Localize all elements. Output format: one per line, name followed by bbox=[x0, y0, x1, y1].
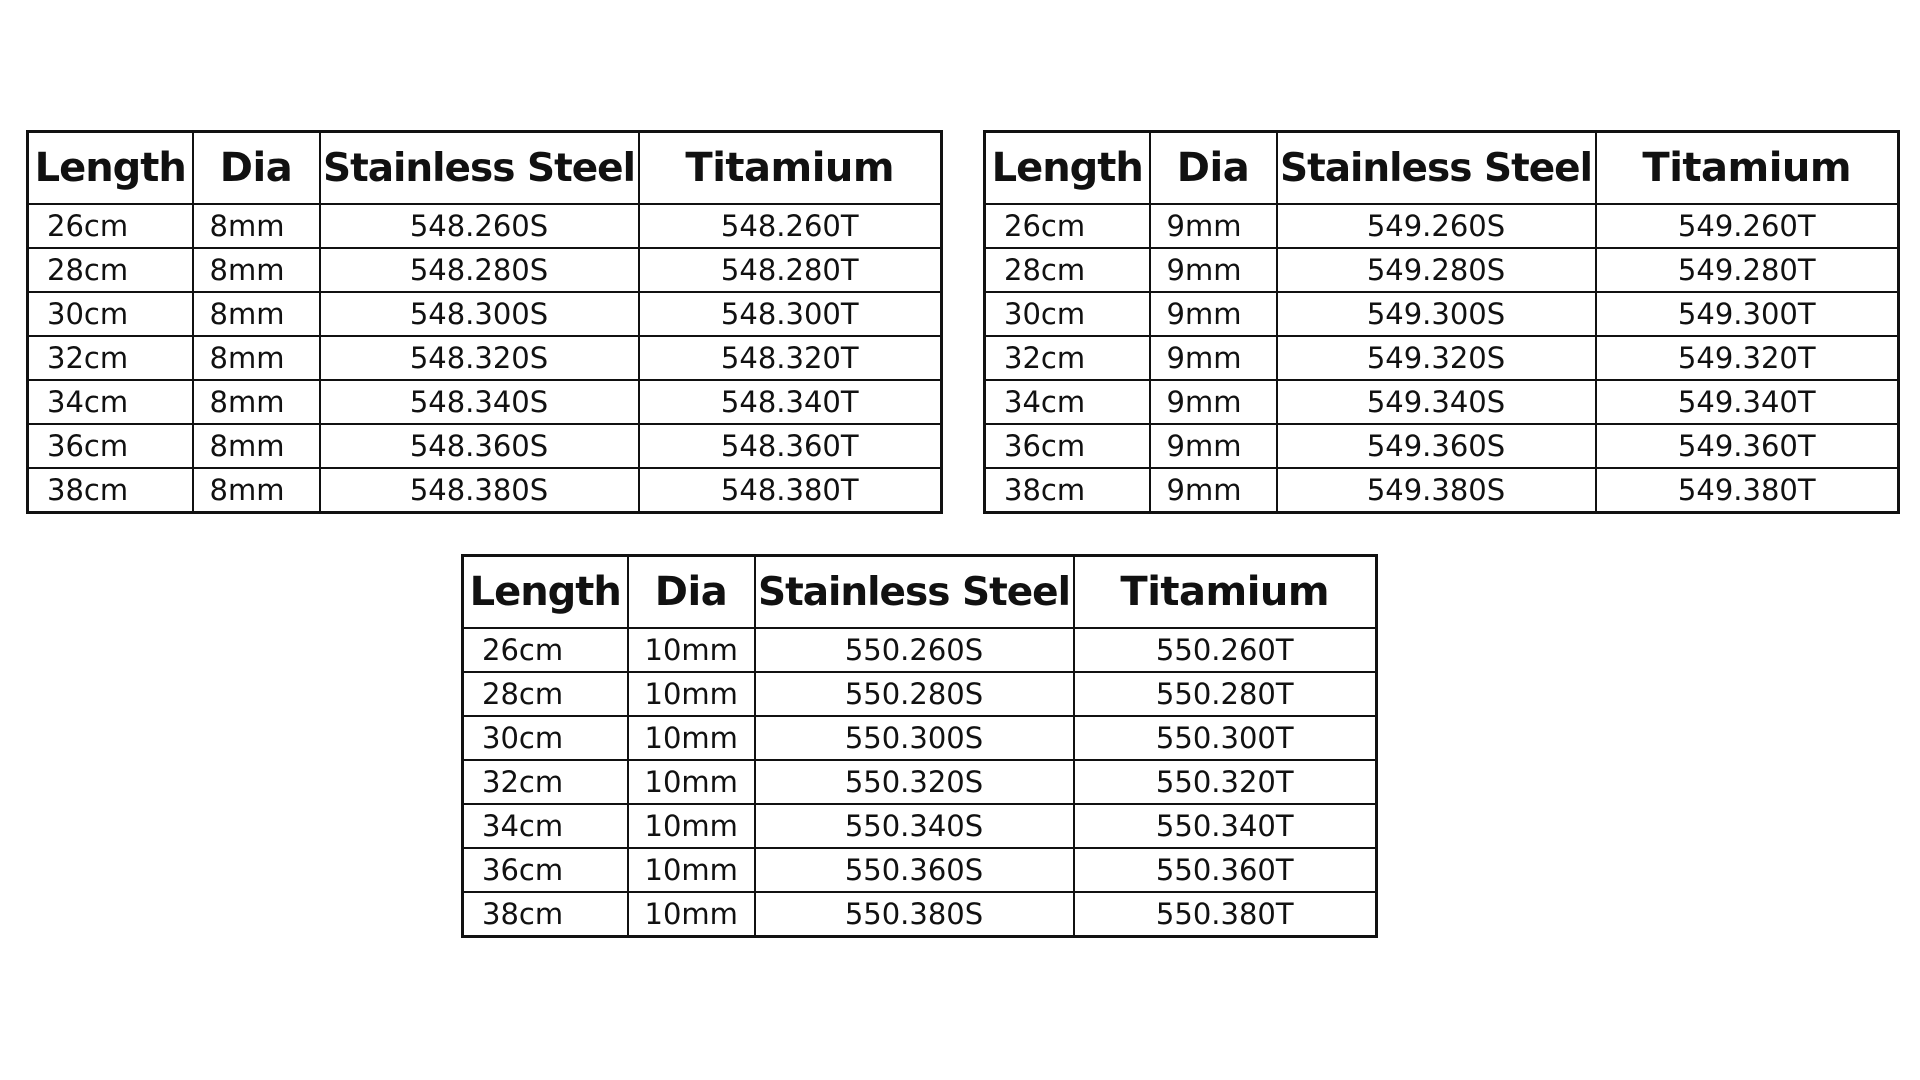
cell-dia: 8mm bbox=[193, 336, 320, 380]
cell-length: 26cm bbox=[463, 628, 628, 672]
cell-dia: 10mm bbox=[628, 804, 755, 848]
cell-length: 32cm bbox=[463, 760, 628, 804]
cell-titamium: 549.300T bbox=[1596, 292, 1899, 336]
cell-dia: 9mm bbox=[1150, 204, 1277, 248]
cell-length: 28cm bbox=[463, 672, 628, 716]
cell-dia: 9mm bbox=[1150, 380, 1277, 424]
table-row bbox=[463, 804, 1377, 848]
header-dia: Dia bbox=[193, 132, 320, 205]
cell-stainless-steel: 549.320S bbox=[1277, 336, 1596, 380]
cell-dia: 8mm bbox=[193, 424, 320, 468]
cell-stainless-steel: 548.360S bbox=[320, 424, 639, 468]
cell-dia: 8mm bbox=[193, 204, 320, 248]
cell-stainless-steel: 550.320S bbox=[755, 760, 1074, 804]
cell-length: 30cm bbox=[28, 292, 193, 336]
cell-stainless-steel: 550.360S bbox=[755, 848, 1074, 892]
cell-length: 38cm bbox=[985, 468, 1150, 513]
cell-titamium: 550.320T bbox=[1074, 760, 1377, 804]
cell-dia: 10mm bbox=[628, 760, 755, 804]
cell-titamium: 549.320T bbox=[1596, 336, 1899, 380]
table-row bbox=[28, 424, 942, 468]
cell-stainless-steel: 548.380S bbox=[320, 468, 639, 513]
cell-titamium: 549.380T bbox=[1596, 468, 1899, 513]
cell-titamium: 550.260T bbox=[1074, 628, 1377, 672]
header-titamium: Titamium bbox=[1596, 132, 1899, 205]
cell-length: 26cm bbox=[985, 204, 1150, 248]
cell-titamium: 548.300T bbox=[639, 292, 942, 336]
table-row bbox=[28, 248, 942, 292]
cell-length: 30cm bbox=[463, 716, 628, 760]
cell-length: 36cm bbox=[463, 848, 628, 892]
cell-titamium: 550.380T bbox=[1074, 892, 1377, 937]
cell-length: 32cm bbox=[28, 336, 193, 380]
header-titamium: Titamium bbox=[639, 132, 942, 205]
cell-length: 38cm bbox=[28, 468, 193, 513]
table-header-row bbox=[985, 132, 1899, 205]
cell-stainless-steel: 548.260S bbox=[320, 204, 639, 248]
header-stainless-steel: Stainless Steel bbox=[1277, 132, 1596, 205]
cell-stainless-steel: 550.260S bbox=[755, 628, 1074, 672]
header-stainless-steel: Stainless Steel bbox=[320, 132, 639, 205]
cell-dia: 9mm bbox=[1150, 424, 1277, 468]
cell-stainless-steel: 548.280S bbox=[320, 248, 639, 292]
cell-titamium: 550.340T bbox=[1074, 804, 1377, 848]
table-row bbox=[28, 468, 942, 513]
cell-stainless-steel: 550.280S bbox=[755, 672, 1074, 716]
cell-stainless-steel: 550.340S bbox=[755, 804, 1074, 848]
cell-dia: 9mm bbox=[1150, 336, 1277, 380]
table-row bbox=[28, 292, 942, 336]
table-row bbox=[985, 248, 1899, 292]
cell-titamium: 548.260T bbox=[639, 204, 942, 248]
cell-stainless-steel: 549.300S bbox=[1277, 292, 1596, 336]
header-stainless-steel: Stainless Steel bbox=[755, 556, 1074, 629]
cell-stainless-steel: 549.340S bbox=[1277, 380, 1596, 424]
table-header-row bbox=[463, 556, 1377, 629]
cell-length: 34cm bbox=[985, 380, 1150, 424]
cell-titamium: 548.380T bbox=[639, 468, 942, 513]
cell-stainless-steel: 549.380S bbox=[1277, 468, 1596, 513]
cell-stainless-steel: 549.260S bbox=[1277, 204, 1596, 248]
table-row bbox=[985, 336, 1899, 380]
cell-length: 34cm bbox=[28, 380, 193, 424]
table-row bbox=[463, 760, 1377, 804]
spec-table-8mm bbox=[26, 130, 943, 514]
cell-titamium: 548.340T bbox=[639, 380, 942, 424]
table-row bbox=[28, 204, 942, 248]
cell-titamium: 548.320T bbox=[639, 336, 942, 380]
table-row bbox=[985, 204, 1899, 248]
cell-length: 28cm bbox=[28, 248, 193, 292]
header-length: Length bbox=[28, 132, 193, 205]
table-row bbox=[985, 424, 1899, 468]
header-length: Length bbox=[463, 556, 628, 629]
table-row bbox=[28, 380, 942, 424]
cell-titamium: 548.280T bbox=[639, 248, 942, 292]
cell-dia: 8mm bbox=[193, 468, 320, 513]
cell-dia: 8mm bbox=[193, 292, 320, 336]
cell-titamium: 550.360T bbox=[1074, 848, 1377, 892]
table-row bbox=[463, 848, 1377, 892]
cell-titamium: 548.360T bbox=[639, 424, 942, 468]
header-titamium: Titamium bbox=[1074, 556, 1377, 629]
cell-dia: 10mm bbox=[628, 716, 755, 760]
header-dia: Dia bbox=[628, 556, 755, 629]
cell-stainless-steel: 548.320S bbox=[320, 336, 639, 380]
cell-titamium: 549.360T bbox=[1596, 424, 1899, 468]
cell-titamium: 549.340T bbox=[1596, 380, 1899, 424]
cell-dia: 8mm bbox=[193, 248, 320, 292]
cell-length: 28cm bbox=[985, 248, 1150, 292]
spec-table-10mm bbox=[461, 554, 1378, 938]
table-row bbox=[985, 380, 1899, 424]
spec-table-9mm bbox=[983, 130, 1900, 514]
cell-length: 38cm bbox=[463, 892, 628, 937]
cell-length: 36cm bbox=[985, 424, 1150, 468]
cell-length: 32cm bbox=[985, 336, 1150, 380]
header-dia: Dia bbox=[1150, 132, 1277, 205]
cell-stainless-steel: 550.300S bbox=[755, 716, 1074, 760]
table-row bbox=[985, 292, 1899, 336]
cell-titamium: 550.300T bbox=[1074, 716, 1377, 760]
cell-dia: 9mm bbox=[1150, 292, 1277, 336]
cell-stainless-steel: 550.380S bbox=[755, 892, 1074, 937]
cell-dia: 8mm bbox=[193, 380, 320, 424]
cell-stainless-steel: 549.280S bbox=[1277, 248, 1596, 292]
table-row bbox=[985, 468, 1899, 513]
table-row bbox=[28, 336, 942, 380]
cell-dia: 10mm bbox=[628, 892, 755, 937]
cell-dia: 10mm bbox=[628, 628, 755, 672]
table-row bbox=[463, 628, 1377, 672]
table-row bbox=[463, 672, 1377, 716]
cell-length: 34cm bbox=[463, 804, 628, 848]
table-header-row bbox=[28, 132, 942, 205]
cell-dia: 10mm bbox=[628, 672, 755, 716]
cell-dia: 9mm bbox=[1150, 468, 1277, 513]
cell-length: 30cm bbox=[985, 292, 1150, 336]
cell-stainless-steel: 549.360S bbox=[1277, 424, 1596, 468]
cell-length: 36cm bbox=[28, 424, 193, 468]
cell-titamium: 549.280T bbox=[1596, 248, 1899, 292]
cell-dia: 10mm bbox=[628, 848, 755, 892]
table-row bbox=[463, 716, 1377, 760]
cell-length: 26cm bbox=[28, 204, 193, 248]
header-length: Length bbox=[985, 132, 1150, 205]
cell-stainless-steel: 548.300S bbox=[320, 292, 639, 336]
table-row bbox=[463, 892, 1377, 937]
cell-dia: 9mm bbox=[1150, 248, 1277, 292]
cell-titamium: 550.280T bbox=[1074, 672, 1377, 716]
cell-titamium: 549.260T bbox=[1596, 204, 1899, 248]
cell-stainless-steel: 548.340S bbox=[320, 380, 639, 424]
